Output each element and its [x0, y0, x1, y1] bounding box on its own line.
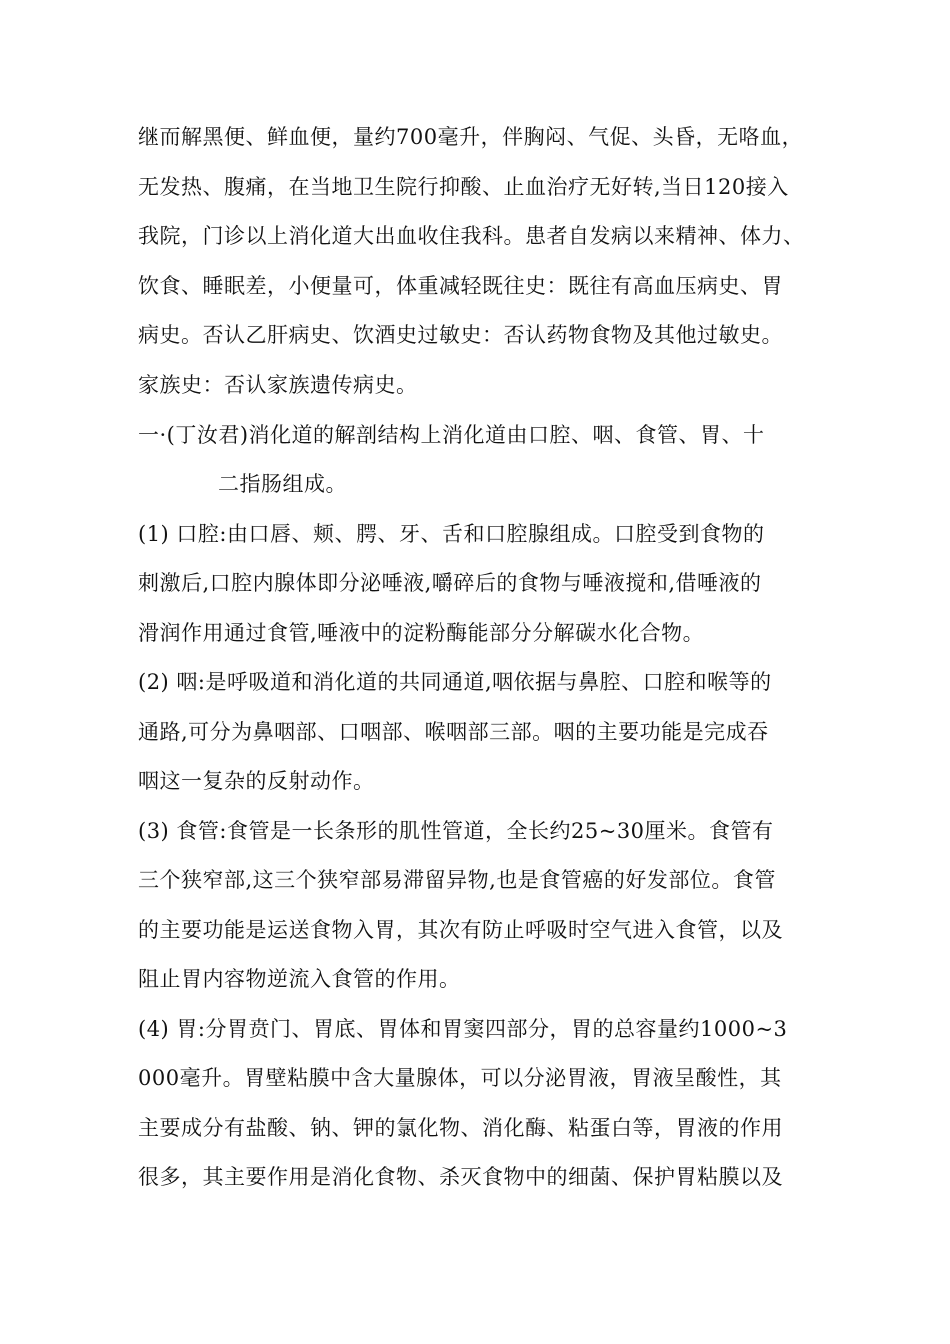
text-line: 三个狭窄部,这三个狭窄部易滞留异物,也是食管癌的好发部位。食管	[138, 868, 776, 892]
text-line: 的主要功能是运送食物入胃，其次有防止呼吸时空气进入食管，以及	[138, 918, 783, 942]
section-heading: 一·(丁汝君)消化道的解剖结构上消化道由口腔、咽、食管、胃、十	[138, 423, 765, 447]
text-line: 阻止胃内容物逆流入食管的作用。	[138, 967, 461, 991]
text-line: 家族史：否认家族遗传病史。	[138, 373, 418, 397]
text-line: 主要成分有盐酸、钠、钾的氯化物、消化酶、粘蛋白等，胃液的作用	[138, 1116, 783, 1140]
text-line: (3) 食管:食管是一长条形的肌性管道，全长约25~30厘米。食管有	[138, 819, 774, 843]
text-line: 刺激后,口腔内腺体即分泌唾液,嚼碎后的食物与唾液搅和,借唾液的	[138, 571, 762, 595]
text-line: 000毫升。胃壁粘膜中含大量腺体，可以分泌胃液，胃液呈酸性，其	[138, 1066, 782, 1090]
section-heading-continuation: 二指肠组成。	[218, 472, 347, 496]
text-line: 我院，门诊以上消化道大出血收住我科。患者自发病以来精神、体力、	[138, 224, 805, 248]
text-line: 病史。否认乙肝病史、饮酒史过敏史：否认药物食物及其他过敏史。	[138, 323, 783, 347]
text-line: (4) 胃:分胃贲门、胃底、胃体和胃窦四部分，胃的总容量约1000~3	[138, 1017, 788, 1041]
text-line: 滑润作用通过食管,唾液中的淀粉酶能部分分解碳水化合物。	[138, 621, 705, 645]
text-line: (1) 口腔:由口唇、颊、腭、牙、舌和口腔腺组成。口腔受到食物的	[138, 522, 765, 546]
text-line: 无发热、腹痛，在当地卫生院行抑酸、止血治疗无好转,当日120接入	[138, 175, 789, 199]
text-line: 咽这一复杂的反射动作。	[138, 769, 375, 793]
text-line: 很多，其主要作用是消化食物、杀灭食物中的细菌、保护胃粘膜以及	[138, 1165, 783, 1189]
text-line: 通路,可分为鼻咽部、口咽部、喉咽部三部。咽的主要功能是完成吞	[138, 720, 769, 744]
text-line: 继而解黑便、鲜血便，量约700毫升，伴胸闷、气促、头昏，无咯血，	[138, 125, 804, 149]
text-line: 饮食、睡眠差，小便量可，体重减轻既往史：既往有高血压病史、胃	[138, 274, 783, 298]
text-line: (2) 咽:是呼吸道和消化道的共同通道,咽依据与鼻腔、口腔和喉等的	[138, 670, 772, 694]
